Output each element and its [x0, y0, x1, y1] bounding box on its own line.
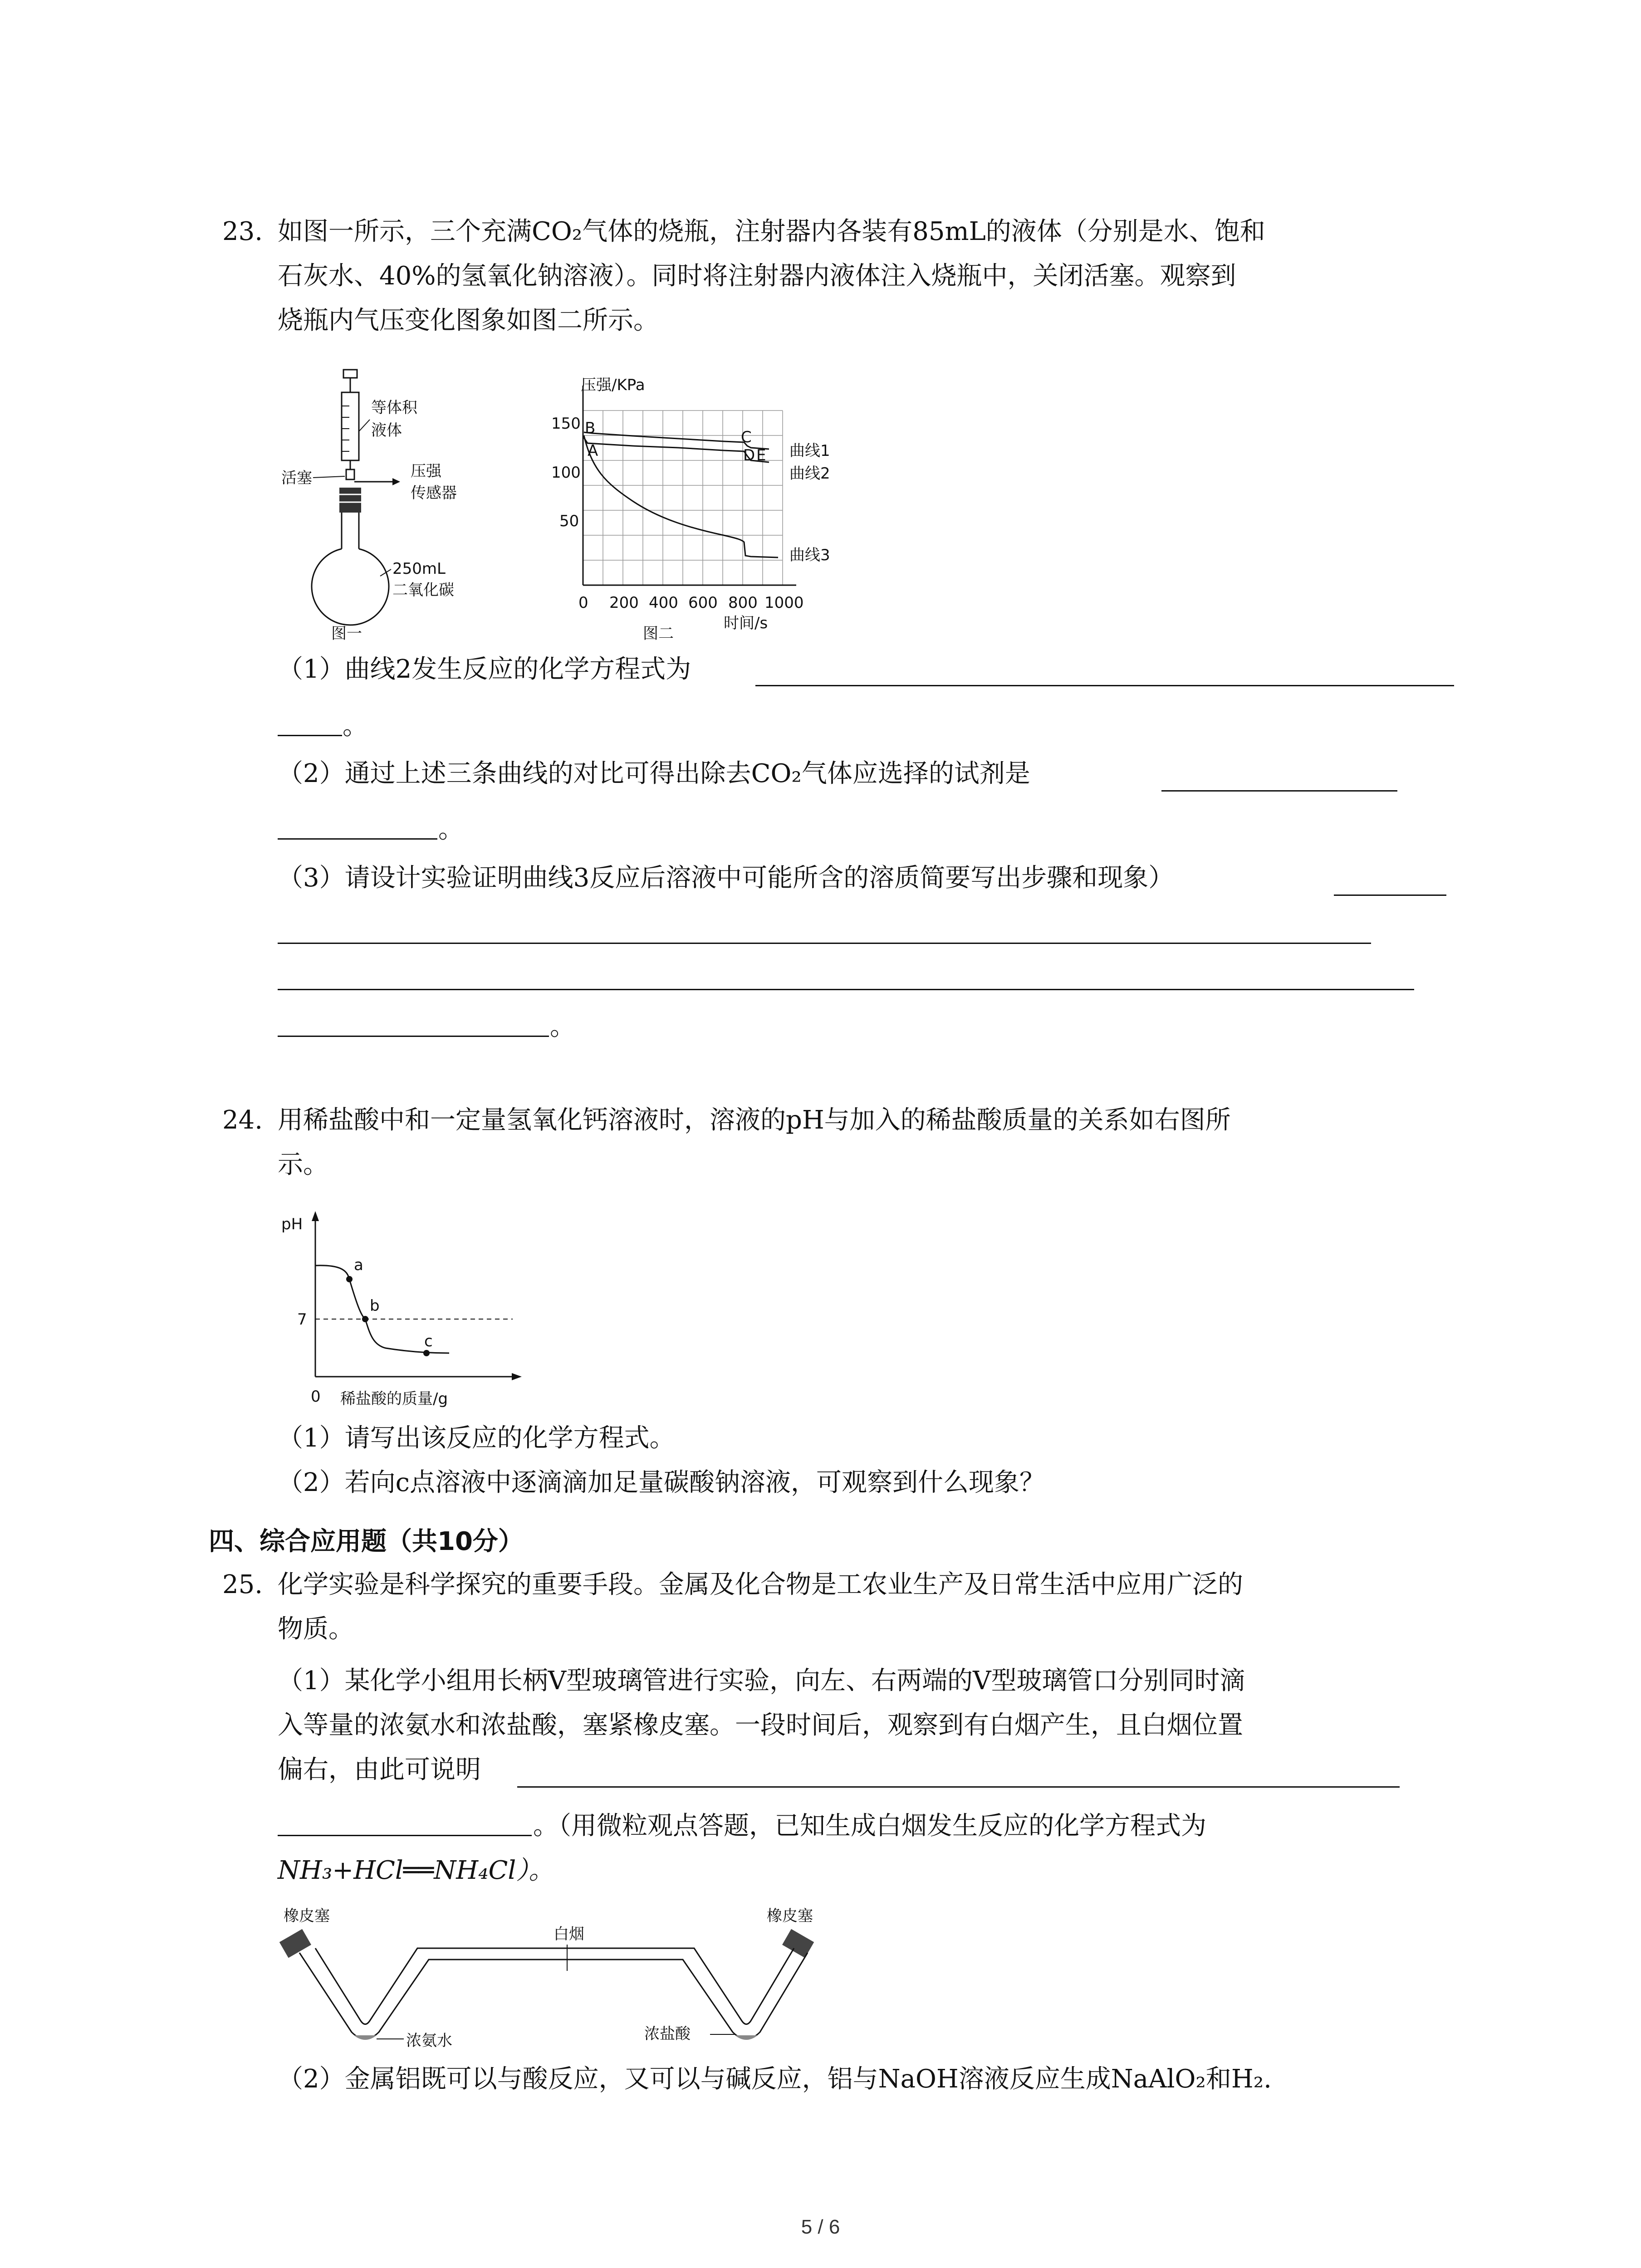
q25-line2: 物质。 [278, 1614, 354, 1644]
q23-line2: 石灰水、40%的氢氧化钠溶液）。同时将注射器内液体注入烧瓶中，关闭活塞。观察到 [278, 261, 1236, 291]
q23-sub1-blank[interactable] [755, 685, 1454, 686]
q24-xlabel: 稀盐酸的质量/g [340, 1390, 448, 1408]
q23-sub3: （3）请设计实验证明曲线3反应后溶液中可能所含的溶质简要写出步骤和现象） [278, 863, 1174, 893]
q23-sub2: （2）通过上述三条曲线的对比可得出除去CO₂气体应选择的试剂是 [278, 759, 1030, 788]
fig2-xlabel: 时间/s [724, 614, 768, 632]
fig2-ylabel: 压强/KPa [581, 376, 645, 394]
fig1-label-liquid2: 液体 [371, 421, 402, 440]
fig2-ytick-150: 150 [551, 415, 581, 433]
fig1-label-valve: 活塞 [281, 469, 312, 487]
q25-sub1-blank2[interactable] [278, 1835, 532, 1836]
q24-ylabel: pH [281, 1215, 303, 1233]
q24-sub2: （2）若向c点溶液中逐滴滴加足量碳酸钠溶液，可观察到什么现象？ [278, 1468, 1045, 1497]
q24-line1: 用稀盐酸中和一定量氢氧化钙溶液时，溶液的pH与加入的稀盐酸质量的关系如右图所 [278, 1105, 1231, 1135]
fig2-xtick-400: 400 [649, 594, 678, 612]
q23-sub2-blank[interactable] [1161, 790, 1397, 792]
q23-sub3-blank[interactable] [1334, 894, 1446, 896]
fig2-point-E: E [756, 446, 766, 464]
q24-point-a: a [354, 1256, 363, 1274]
q25-sub1-line2: 入等量的浓氨水和浓盐酸，塞紧橡皮塞。一段时间后，观察到有白烟产生，且白烟位置 [278, 1711, 1243, 1740]
fig1-label-flask2: 二氧化碳 [392, 581, 454, 599]
q23-figure1 [281, 367, 481, 649]
q23-figure2 [542, 365, 851, 646]
fig2-caption: 图二 [643, 625, 674, 643]
q24-y7: 7 [297, 1310, 307, 1329]
fig2-curve2-label: 曲线2 [789, 464, 830, 483]
fig2-ytick-50: 50 [559, 512, 579, 530]
fig1-label-flask: 250mL [392, 560, 446, 578]
q24-origin: 0 [311, 1388, 321, 1406]
fig1-label-sensor: 压强 [411, 462, 441, 480]
q24-number: 24. [222, 1105, 263, 1135]
q23-sub2-blank2[interactable] [278, 838, 437, 840]
q24-point-b: b [370, 1297, 380, 1315]
q25-fig-hcl: 浓盐酸 [644, 2025, 691, 2043]
fig2-point-C: C [741, 428, 752, 446]
q25-number: 25. [222, 1570, 263, 1599]
fig2-xtick-800: 800 [728, 594, 758, 612]
q23-sub1-blank2[interactable] [278, 735, 342, 736]
q25-figure [272, 1903, 862, 2066]
q25-fig-right-stopper: 橡皮塞 [767, 1907, 813, 1925]
q25-sub1-blank[interactable] [517, 1786, 1400, 1788]
q23-line1: 如图一所示，三个充满CO₂气体的烧瓶，注射器内各装有85mL的液体（分别是水、饱和 [278, 217, 1265, 246]
q25-line1: 化学实验是科学探究的重要手段。金属及化合物是工农业生产及日常生活中应用广泛的 [278, 1570, 1243, 1599]
fig2-point-B: B [585, 419, 596, 437]
q24-figure [277, 1202, 540, 1411]
q23-sub3-blank3[interactable] [278, 989, 1414, 990]
q23-sub1-end: 。 [343, 711, 368, 741]
fig1-caption: 图一 [331, 625, 362, 643]
page-number: 5 / 6 [801, 2216, 840, 2238]
q25-sub1-line1: （1）某化学小组用长柄V型玻璃管进行实验，向左、右两端的V型玻璃管口分别同时滴 [278, 1666, 1245, 1696]
q25-sub1-line4: 。（用微粒观点答题，已知生成白烟发生反应的化学方程式为 [533, 1811, 1206, 1841]
q25-fig-smoke: 白烟 [554, 1925, 584, 1943]
q23-sub3-end: 。 [550, 1012, 575, 1041]
q23-sub3-blank4[interactable] [278, 1036, 549, 1037]
fig2-point-A: A [588, 442, 598, 460]
fig2-curve1-label: 曲线1 [789, 442, 830, 460]
q25-sub1-line3: 偏右，由此可说明 [278, 1755, 481, 1784]
q24-line2: 示。 [278, 1150, 328, 1179]
fig2-curve3-label: 曲线3 [789, 546, 830, 564]
q23-number: 23. [222, 217, 263, 246]
fig2-grid [583, 411, 783, 585]
q23-sub3-blank2[interactable] [278, 943, 1371, 944]
fig2-point-D: D [743, 446, 755, 464]
fig1-label-sensor2: 传感器 [411, 484, 457, 502]
fig2-xtick-1000: 1000 [764, 594, 804, 612]
q23-sub2-end: 。 [438, 815, 464, 844]
q25-sub1-line5: NH₃+HCl══NH₄Cl）。 [278, 1856, 554, 1885]
fig2-xtick-200: 200 [609, 594, 639, 612]
q25-fig-ammonia: 浓氨水 [406, 2032, 452, 2050]
q24-sub1: （1）请写出该反应的化学方程式。 [278, 1423, 675, 1453]
fig2-xtick-0: 0 [578, 594, 588, 612]
fig1-label-liquid: 等体积 [371, 399, 417, 417]
q25-fig-left-stopper: 橡皮塞 [284, 1907, 330, 1925]
q23-line3: 烧瓶内气压变化图象如图二所示。 [278, 306, 659, 335]
q24-point-c: c [424, 1332, 433, 1350]
fig2-xtick-600: 600 [688, 594, 718, 612]
q23-sub1: （1）曲线2发生反应的化学方程式为 [278, 655, 691, 684]
fig2-ytick-100: 100 [551, 464, 581, 482]
section4-title: 四、综合应用题（共10分） [209, 1527, 524, 1556]
q25-sub2: （2）金属铝既可以与酸反应，又可以与碱反应，铝与NaOH溶液反应生成NaAlO₂和H₂. [278, 2064, 1272, 2094]
